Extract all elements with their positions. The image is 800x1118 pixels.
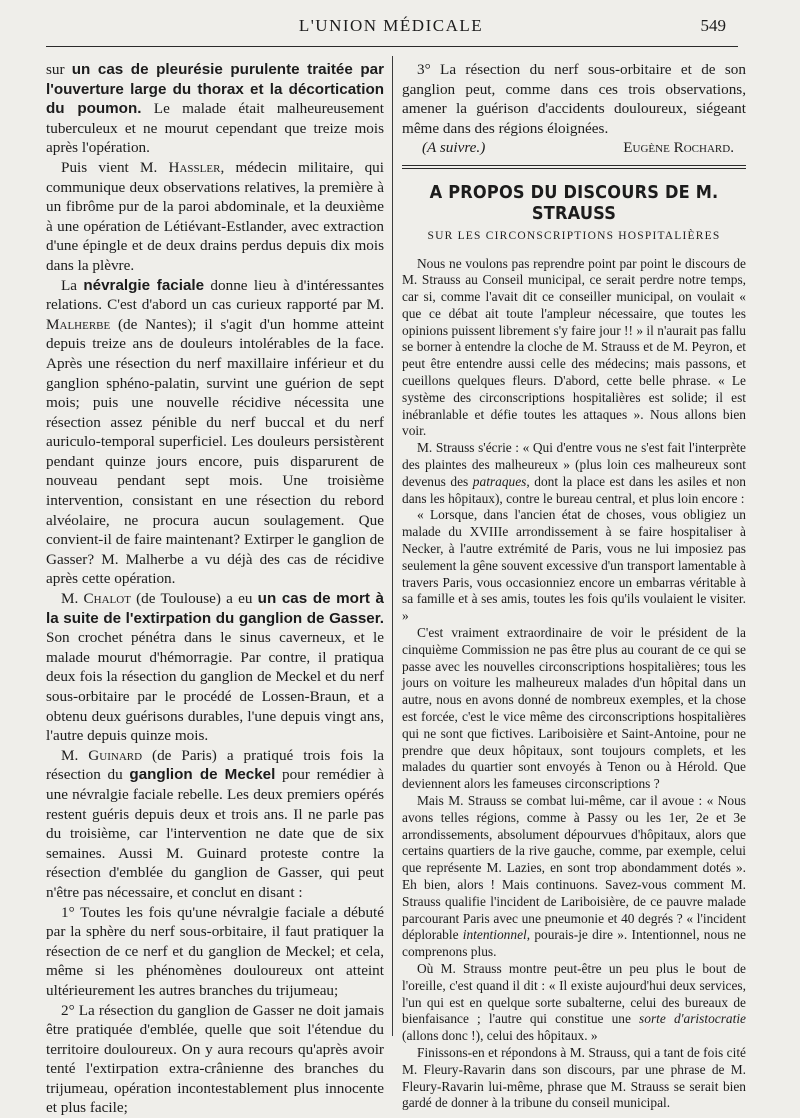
- article-quote: « Lorsque, dans l'ancien état de choses, vous obligiez un malade du XVIIIe arrondissement à se faire hospitaliser à Necker, à l'autre extrémité de Paris, vous ne lui imposiez pas seulement la gêne souvent excessive d'un transport lamentable à travers Paris, vous occasionniez encore un embarras véritable à sa famille et à ses amis, toutes les fois qu'ils voulaient le visiter. »: [402, 507, 746, 625]
- page-header: [46, 16, 736, 42]
- bold-phrase: un cas de pleurésie purulente traitée par l'ouverture large du thorax et la décortication du poumon.: [46, 61, 384, 117]
- author-name: Malherbe: [46, 316, 110, 333]
- conclusion-2: 2° La résection du ganglion de Gasser ne doit jamais être pratiquée d'emblée, quelle que soit l'étendue du territoire douloureux. On y aura recours qu'après avoir tenté l'extirpation extra-crânienne des branches du trijumeau, opération incontestablement plus innocente et plus facile;: [46, 1001, 384, 1118]
- article-paragraph: Où M. Strauss montre peut-être un peu plus le bout de l'oreille, c'est quand il dit : « Il existe aujourd'hui deux services, l'un qui est en quelque sorte subalterne, celui des bureaux de bienfaisance ; l'autre qui constitue une sorte d'aristocratie (allons donc !), celui des hôpitaux. »: [402, 961, 746, 1045]
- right-column: [402, 60, 746, 1112]
- article-title: A PROPOS DU DISCOURS DE M. STRAUSS: [402, 182, 746, 224]
- bold-phrase: névralgie faciale: [83, 277, 204, 294]
- running-title: L'UNION MÉDICALE: [46, 16, 736, 36]
- paragraph-chalot: M. Chalot (de Toulouse) a eu un cas de mort à la suite de l'extirpation du ganglion de Gasser. Son crochet pénétra dans le sinus caverneux, et le malade mourut d'hémorragie. Par contre, il pratiqua deux fois la résection du ganglion de Meckel et du nerf sous-orbitaire par le procédé de Lossen-Braun, et a obtenu deux guérisons durables, l'une depuis vingt ans, l'autre depuis quinze mois.: [46, 589, 384, 746]
- column-divider: [392, 56, 393, 1036]
- paragraph-guinard: M. Guinard (de Paris) a pratiqué trois fois la résection du ganglion de Meckel pour remédier à une névralgie faciale rebelle. Les deux premiers opérés restent guéris depuis deux et trois ans. Il ne parle pas du troisième, car l'intervention ne date que de six semaines. Aussi M. Guinard proteste contre la résection d'emblée du ganglion de Gasser, qui peut n'être pas nécessaire, et conclut en disant :: [46, 746, 384, 903]
- article-paragraph: M. Strauss s'écrie : « Qui d'entre vous ne s'est fait l'interprète des plaintes des malheureux » (plus loin ces malheureux sont devenus des patraques, dont la place est dans les asiles et non dans les hôpitaux), contre le bureau central, et plus loin encore :: [402, 440, 746, 507]
- article-paragraph: Nous ne voulons pas reprendre point par point le discours de M. Strauss au Conseil municipal, ce serait perdre notre temps, car si, comme l'avait dit ce conseiller municipal, on voulait « que ce débat ait toute l'ampleur nécessaire, que toutes les opinions puissent librement s'y faire jour !! » il n'aurait pas fallu se borner à entendre la cloche de M. Strauss et de M. Peyron, et peut être entendre aussi celle des médecins; mais passons, et cueillons quelques fleurs. D'abord, cette belle phrase. « Le système des circonscriptions hospitalières est solide; il est inébranlable et défie toutes les attaques ». Nous allons bien voir.: [402, 256, 746, 441]
- author-name: Guinard: [88, 747, 142, 764]
- paragraph-hassler: Puis vient M. Hassler, médecin militaire, qui communique deux observations relatives, la première à un fibrôme pur de la paroi abdominale, et la deuxième à une opération de Létiévant-Estlander, avec extraction d'une épingle et de deux drains perdus depuis dix mois dans la plèvre.: [46, 158, 384, 276]
- article-paragraph: Finissons-en et répondons à M. Strauss, qui a tant de fois cité M. Fleury-Ravarin dans son discours, par une phrase de M. Fleury-Ravarin lui-même, phrase que M. Strauss se serait bien gardé de donner à la tribune du conseil municipal.: [402, 1045, 746, 1112]
- left-column: [46, 60, 384, 1118]
- article-subtitle: SUR LES CIRCONSCRIPTIONS HOSPITALIÈRES: [402, 230, 746, 242]
- bold-phrase: un cas de mort à la suite de l'extirpation du ganglion de Gasser.: [46, 590, 384, 627]
- article-paragraph: Mais M. Strauss se combat lui-même, car il avoue : « Nous avons telles régions, comme à Passy ou les 1er, 2e et 3e arrondissements, absolument dépourvues d'hôpitaux, alors que certains quartiers de la rive gauche, comme, par exemple, celui que représente M. Lazies, en sont trop abondamment dotés ». Eh bien, alors ! Mais continuons. Savez-vous comment M. Strauss qualifie l'incident de Lariboisière, de ce pauvre malade parcourant Paris avec une pneumonie et 40 degrés ? « l'incident déplorable intentionnel, pourais-je dire ». Intentionnel, nous ne comprenons plus.: [402, 793, 746, 961]
- bold-phrase: ganglion de Meckel: [129, 766, 275, 783]
- to-be-continued: (A suivre.): [422, 138, 485, 158]
- section-rule: [402, 165, 746, 169]
- conclusion-1: 1° Toutes les fois qu'une névralgie faciale a débuté par la sphère du nerf sous-orbitaire, il faut pratiquer la résection de ce nerf et du ganglion de Meckel; et cela, même si les phénomènes douloureux ont atteint ultérieurement les autres branches du trijumeau;: [46, 903, 384, 1001]
- paragraph-nevralgie: La névralgie faciale donne lieu à d'intéressantes relations. C'est d'abord un cas curieux rapporté par M. Malherbe (de Nantes); il s'agit d'un homme atteint depuis treize ans de douleurs intolérables de la face. Après une résection du nerf maxillaire inférieur et du ganglion sphéno-palatin, survint une guérion de sept mois; puis une nouvelle récidive nécessita une résection assez pénible du nerf buccal et du nerf auriculo-temporal superficiel. Les douleurs persistèrent pendant quinze jours encore, puis disparurent de nouveau pendant sept mois. Une troisième intervention, consistant en une résection du rebord alvéolaire, ne procura aucun soulagement. Que convient-il de faire maintenant? Extirper le ganglion de Gasser? M. Malherbe a vu déjà des cas de récidive après cette opération.: [46, 276, 384, 590]
- author-name: Chalot: [84, 590, 131, 607]
- page-number: 549: [701, 16, 727, 36]
- header-rule: [46, 46, 738, 47]
- article-author: Eugène Rochard.: [623, 138, 734, 158]
- article-paragraph: C'est vraiment extraordinaire de voir le président de la cinquième Commission ne pas être plus au courant de ce qui se passe avec les nouvelles circonscriptions hospitalières; tous les jours on voiture les malheureux malades d'un hôpital dans un autre, nous en avons donné de nombreux exemples, et la chose est forcée, c'est le vice même des circonscriptions hospitalières qui ne sont que fictives. Lariboisière et Saint-Antoine, pour ne prendre que deux hôpitaux, sont toujours complets, et les malades du quartier sont envoyés à Tenon ou à Hérold. Que deviennent alors les fameuses circonscriptions ?: [402, 625, 746, 793]
- paragraph-pleuresie: sur un cas de pleurésie purulente traitée par l'ouverture large du thorax et la décortication du poumon. Le malade était malheureusement tuberculeux et ne mourut cependant que treize mois après l'opération.: [46, 60, 384, 158]
- signature-line: [402, 138, 746, 158]
- conclusion-3: 3° La résection du nerf sous-orbitaire et de son ganglion peut, comme dans ces trois observations, amener la guérison d'accidents douloureux, siégeant même dans des régions éloignées.: [402, 60, 746, 138]
- author-name: Hassler: [169, 159, 221, 176]
